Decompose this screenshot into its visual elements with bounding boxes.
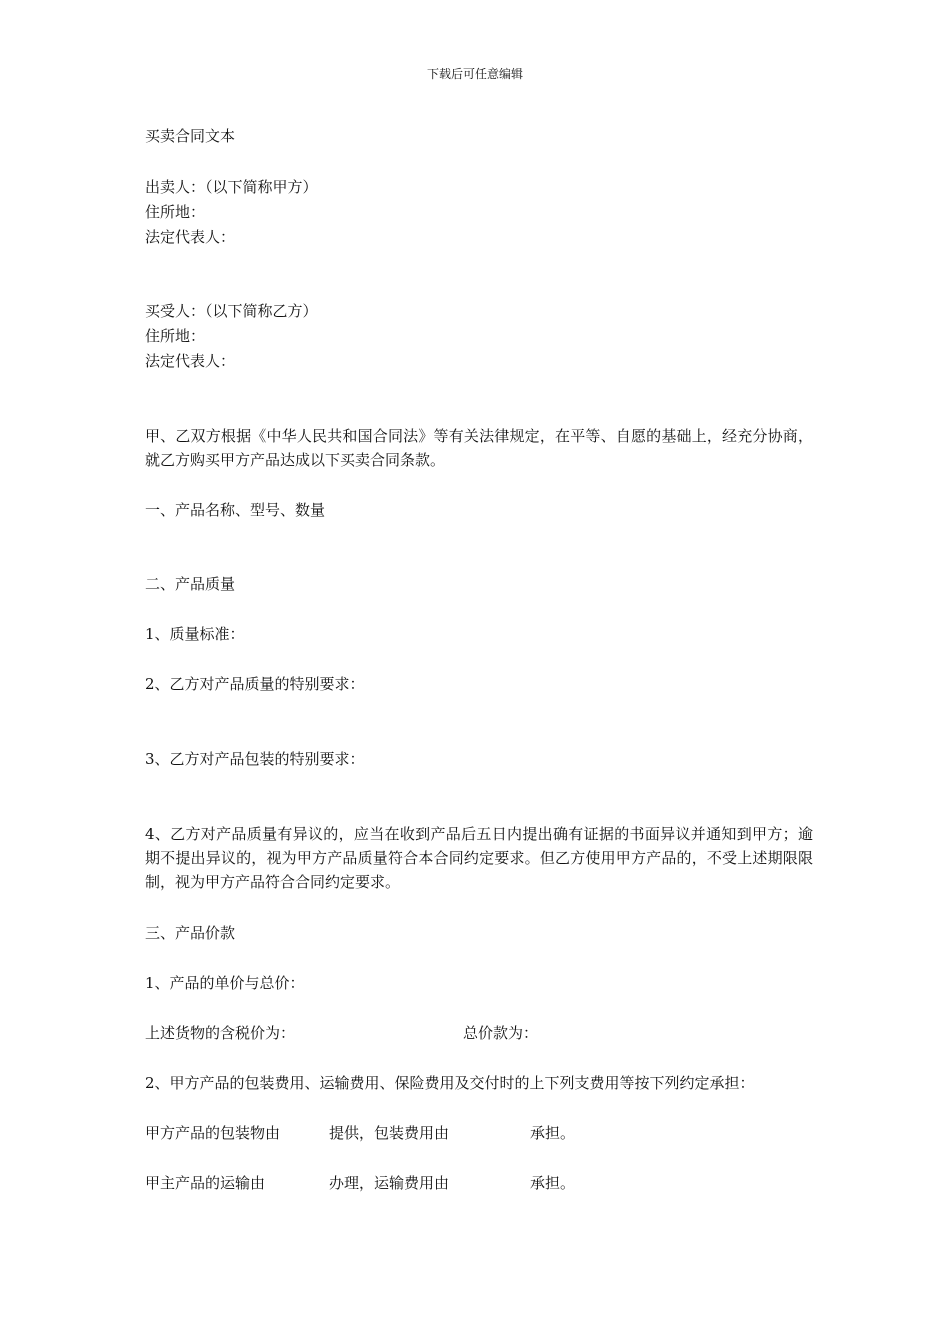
section-2-item-4: 4、乙方对产品质量有异议的，应当在收到产品后五日内提出确有证据的书面异议并通知到甲方；逾期不提出异议的，视为甲方产品质量符合本合同约定要求。但乙方使用甲方产品的，不受上述期限限制，视为甲方产品符合合同约定要求。 xyxy=(145,825,813,891)
tax-price-label: 上述货物的含税价为： xyxy=(145,1024,296,1042)
section-3-item-1: 1、产品的单价与总价： xyxy=(145,974,305,992)
seller-address: 住所地： xyxy=(145,203,206,221)
section-2-item-1: 1、质量标准： xyxy=(145,625,245,643)
packaging-part-2: 提供，包装费用由 xyxy=(329,1124,450,1142)
total-price-label: 总价款为： xyxy=(463,1024,539,1042)
document-title: 买卖合同文本 xyxy=(145,127,236,145)
intro-paragraph: 甲、乙双方根据《中华人民共和国合同法》等有关法律规定，在平等、自愿的基础上，经充分协商，就乙方购买甲方产品达成以下买卖合同条款。 xyxy=(145,427,813,469)
buyer-representative: 法定代表人： xyxy=(145,352,236,370)
packaging-part-1: 甲方产品的包装物由 xyxy=(145,1124,281,1142)
seller-representative: 法定代表人： xyxy=(145,228,236,246)
section-3-item-2: 2、甲方产品的包装费用、运输费用、保险费用及交付时的上下列支费用等按下列约定承担： xyxy=(145,1074,755,1092)
header-note: 下载后可任意编辑 xyxy=(426,67,523,81)
buyer-line: 买受人：（以下简称乙方） xyxy=(145,302,318,320)
packaging-part-3: 承担。 xyxy=(530,1124,576,1142)
transport-part-2: 办理，运输费用由 xyxy=(329,1174,450,1192)
transport-part-1: 甲主产品的运输由 xyxy=(145,1174,266,1192)
buyer-address: 住所地： xyxy=(145,327,206,345)
section-1-heading: 一、产品名称、型号、数量 xyxy=(145,501,326,519)
section-3-heading: 三、产品价款 xyxy=(145,924,236,942)
section-2-heading: 二、产品质量 xyxy=(145,575,236,593)
section-2-item-3: 3、乙方对产品包装的特别要求： xyxy=(145,750,365,768)
section-2-item-2: 2、乙方对产品质量的特别要求： xyxy=(145,675,365,693)
transport-part-3: 承担。 xyxy=(530,1174,576,1192)
seller-line: 出卖人：（以下简称甲方） xyxy=(145,178,318,196)
